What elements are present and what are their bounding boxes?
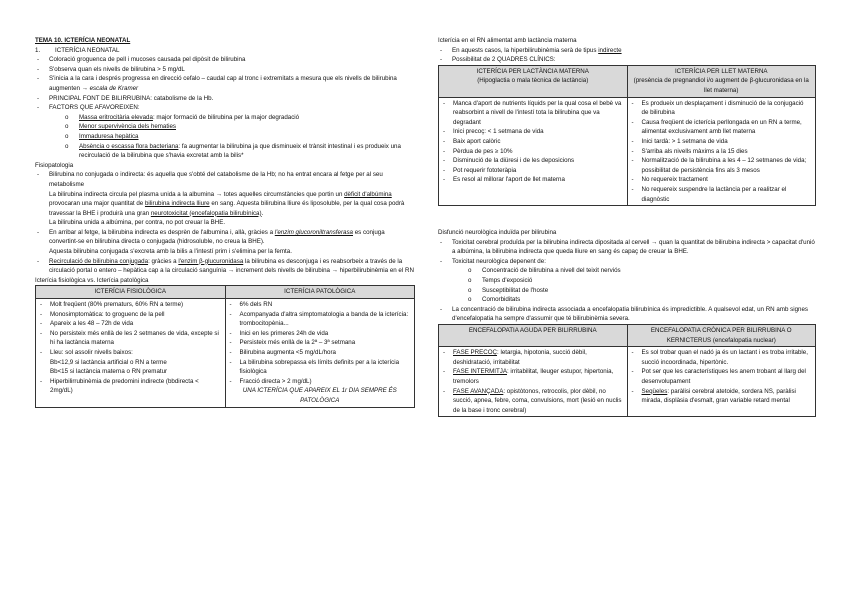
list-item: - Disminució de la diüresi i de les deposicions — [442, 156, 624, 166]
table-cell — [627, 347, 816, 417]
list-item: - Es produeix un desplaçament i disminució de la conjugació de bilirubina — [631, 99, 813, 118]
factor-item — [35, 142, 415, 161]
list-item: - Pot ser que les característiques les anem trobant al llarg del desenvolupament — [631, 367, 813, 386]
ll-title: Icterícia en el RN alimentat amb lactància materna — [438, 37, 577, 44]
factor-item: o Comorbiditats — [438, 295, 816, 305]
list-item: - Bilirubina augmenta <5 mg/dL/hora — [229, 348, 412, 358]
table-cell — [36, 299, 226, 408]
list-item: - Manca d'aport de nutrients líquids per la qual cosa el bebè va reabsorbint a nivell de l'intestí tota la bilirubina que va degradant — [442, 99, 624, 128]
list-item: - Fracció directa > 2 mg/dL) — [229, 377, 412, 387]
section-heading — [35, 46, 415, 56]
list-item: - La bilirubina sobrepassa els límits definits per a la icterícia fisiològica — [229, 358, 412, 377]
list-item: - FACTORS QUE AFAVOREIXEN: — [35, 103, 415, 113]
list-item: - Seqüeles: paràlisi cerebral atetoide, sordera NS, paràlisi mirada, displàsia d'esmalt, gran variable retard mental — [631, 387, 813, 406]
factor-text: : fa augmentar la bilirubina ja que disminueix el trànsit intestinal i es produeix una recirculació de la bilirubina que s'havia excretat amb la bilis* — [79, 142, 401, 160]
list-item: - PRINCIPAL FONT DE BILIRRUBINA: catabolisme de la Hb. — [35, 94, 415, 104]
list-item: - Pèrdua de pes ≥ 10% — [442, 147, 624, 157]
list-item: - Bilirubina no conjugada o indirecta: és aquella que s'obté del catabolisme de la Hb; no ha entrat encara al fetge per al seu metabolisme — [35, 170, 415, 189]
factor-item: o Susceptibilitat de l'hoste — [438, 286, 816, 296]
pat-note: UNA ICTERÍCIA QUE APAREIX EL 1r DIA SEMPRE ÉS PATOLÒGICA — [242, 387, 397, 404]
list-item: - Possibilitat de 2 QUADRES CLÍNICS: — [438, 55, 816, 65]
table-header: ICTERÍCIA PER LACTÀNCIA MATERNA (Hipoglactia o mala tècnica de lactància) — [439, 65, 628, 97]
list-item: - Normalització de la bilirubina a les 4 – 12 setmanes de vida; possibilitat de persistència fins als 3 mesos — [631, 156, 813, 175]
paragraph: Aquesta bilirubina conjugada s'excreta amb la bilis a l'intestí prim i s'elimina per la femta. — [49, 248, 292, 256]
list-item: - No persisteix més enllà de les 2 setmanes de vida, excepte si hi ha lactància materna — [39, 329, 222, 348]
fisio-title: Fisiopatologia — [35, 161, 74, 169]
list-item: - Lleu: sol assolir nivells baixos: Bb<12,9 si lactància artificial o RN a terme Bb<15 si lactància materna o RN prematur — [39, 348, 222, 377]
kramer-ref: → escala de Kramer — [81, 84, 139, 92]
list-item: - S'arriba als nivells màxims a la 15 dies — [631, 147, 813, 157]
list-item: - Pot requerir fototeràpia — [442, 166, 624, 176]
list-item: - Coloració groguenca de pell i mucoses causada pel dipòsit de bilirubina — [35, 55, 415, 65]
table-cell — [439, 97, 628, 206]
table-cell — [627, 97, 816, 206]
table-header: ENCEFALOPATIA CRÒNICA PER BILIRRUBINA O KERNICTERUS (encefalopatia nuclear) — [627, 325, 816, 347]
factor-label: Immaduresa hepàtica — [79, 132, 139, 140]
list-item: - Toxicitat cerebral produïda per la bilirubina indirecta dipositada al cervell → quan la quantitat de bilirubina indirecta > capacitat d'unió a albúmina, la bilirubina indirecta que queda lliure en sang és capaç de creuar la BHE. — [438, 238, 816, 257]
list-item: - En arribar al fetge, la bilirubina indirecta es desprèn de l'albumina i, allà, gràcies a l'enzim glucoroniltransferasa es conjuga convertint-se en bilirubina directa o conjugada (hidrosoluble, no creua la BHE). — [35, 228, 415, 247]
list-item-text: S'inicia a la cara i després progressa en direcció cefalo – caudal cap al tronc i extremitats a mesura que els nivells de bilirubina augmenten — [49, 75, 397, 92]
table-cell — [225, 299, 415, 408]
factor-text: : major formació de bilirubina per la major degradació — [152, 113, 300, 121]
list-item: - Inici en les primeres 24h de vida — [229, 329, 412, 339]
list-item: - FASE PRECOÇ: letargia, hipotonia, succió dèbil, deshidratació, irritabilitat — [442, 348, 624, 367]
table-header: ICTERÍCIA PER LLET MATERNA (presència de pregnandiol i/o augment de β-glucuronidasa en la llet materna) — [627, 65, 816, 97]
list-item: - Apareix a les 48 – 72h de vida — [39, 319, 222, 329]
list-item: - Es resol al millorar l'aport de llet materna — [442, 175, 624, 185]
list-item — [35, 74, 415, 93]
paragraph: La bilirubina unida a albúmina, per contra, no pot creuar la BHE. — [49, 219, 226, 227]
list-item: - No requereix suspendre la lactància per a realitzar el diagnòstic — [631, 185, 813, 204]
table-header: ENCEFALOPATIA AGUDA PER BILIRRUBINA — [439, 325, 628, 347]
list-item: - Inici tardà: > 1 setmana de vida — [631, 137, 813, 147]
list-item: - Recirculació de bilirubina conjugada: gràcies a l'enzim β-glucuronidasa la bilirubina es desconjuga i es reabsorbeix a través de la circulació portal o entero – hepàtica cap a la circulació sanguínia → increment dels nivells de bilirubina → hiperbilirubinèmia en el RN — [35, 257, 415, 276]
list-item: - En aquests casos, la hiperbilirubinèmia serà de tipus indirecte — [438, 46, 816, 56]
list-item: - FASE INTERMITJA: irritabilitat, lleuger estupor, hipertonia, tremolors — [442, 367, 624, 386]
page-title: TEMA 10. ICTERÍCIA NEONATAL — [35, 37, 131, 44]
right-column — [438, 36, 816, 417]
list-item: - Persisteix més enllà de la 2ª – 3ª setmana — [229, 338, 412, 348]
list-item: - FASE AVANÇADA: opistòtonos, retrocolis, plor dèbil, no succió, apnea, febre, coma, convulsions, mort (lesió en nuclis de la base i tronc cerebral) — [442, 387, 624, 416]
table-cell — [439, 347, 628, 417]
factor-label: Absència o escassa flora bacteriana — [79, 142, 179, 150]
ll-table — [438, 65, 816, 206]
ict-table — [35, 285, 415, 407]
list-item: - 6% dels RN — [229, 300, 412, 310]
table-header: ICTERÍCIA FISIOLÒGICA — [36, 286, 226, 299]
list-item: - Monosimptomàtica: to groguenc de la pell — [39, 310, 222, 320]
list-item: - S'observa quan els nivells de bilirubina > 5 mg/dL — [35, 65, 415, 75]
left-column — [35, 36, 415, 408]
section-title: ICTERÍCIA NEONATAL — [55, 46, 120, 54]
factor-item — [35, 132, 415, 142]
factor-label: Menor supervivència dels hematies — [79, 123, 176, 131]
dis-title: Disfunció neurològica induïda per bilirubina — [438, 229, 557, 237]
list-item: - Inici precoç: < 1 setmana de vida — [442, 127, 624, 137]
enc-table — [438, 324, 816, 417]
factor-item: o Temps d'exposició — [438, 276, 816, 286]
list-item: - Toxicitat neurològica depenent de: — [438, 257, 816, 267]
list-item: - Hiperbilirrubinèmia de predomini indirecte (bbdirecta < 2mg/dL) — [39, 377, 222, 396]
list-item: - No requereix tractament — [631, 175, 813, 185]
ict-title: Icterícia fisiològica vs. Icterícia patològica — [35, 276, 149, 284]
factor-item — [35, 122, 415, 132]
list-item: - Es sol trobar quan el nadó ja és un lactant i es troba irritable, succió incoordinada, hipertònic. — [631, 348, 813, 367]
factor-label: Massa eritrocitària elevada — [79, 113, 153, 121]
paragraph: La bilirubina indirecta circula pel plasma unida a la albumina → totes aquelles circumstàncies que portin un dèficit d'albúmina provocaran una major quantitat de bilirubina indirecta lliure en sang. Aquesta bilirubina lliure és liposoluble, per la qual cosa podrà travessar la BHE i produirà una gran neurotoxicitat (encefalopatia bilirubínica). — [49, 190, 405, 217]
table-header: ICTERÍCIA PATOLÒGICA — [225, 286, 415, 299]
list-item: - Causa freqüent de icterícia perllongada en un RN a terme, alimentat exclusivament amb llet materna — [631, 118, 813, 137]
factor-item: o Concentració de bilirubina a nivell del teixit nerviós — [438, 266, 816, 276]
factor-item — [35, 113, 415, 123]
list-item: - La concentració de bilirubina indirecta associada a encefalopatia bilirubínica és impredictible. A qualsevol edat, un RN amb signes d'encefalopatia ha sempre d'assumir que té bilirubinèmia severa. — [438, 305, 816, 324]
list-item: - Baix aport calòric — [442, 137, 624, 147]
list-item: - Acompanyada d'altra simptomatologia a banda de la icterícia: trombocitopènia... — [229, 310, 412, 329]
list-item: - Molt freqüent (80% prematurs, 60% RN a terme) — [39, 300, 222, 310]
